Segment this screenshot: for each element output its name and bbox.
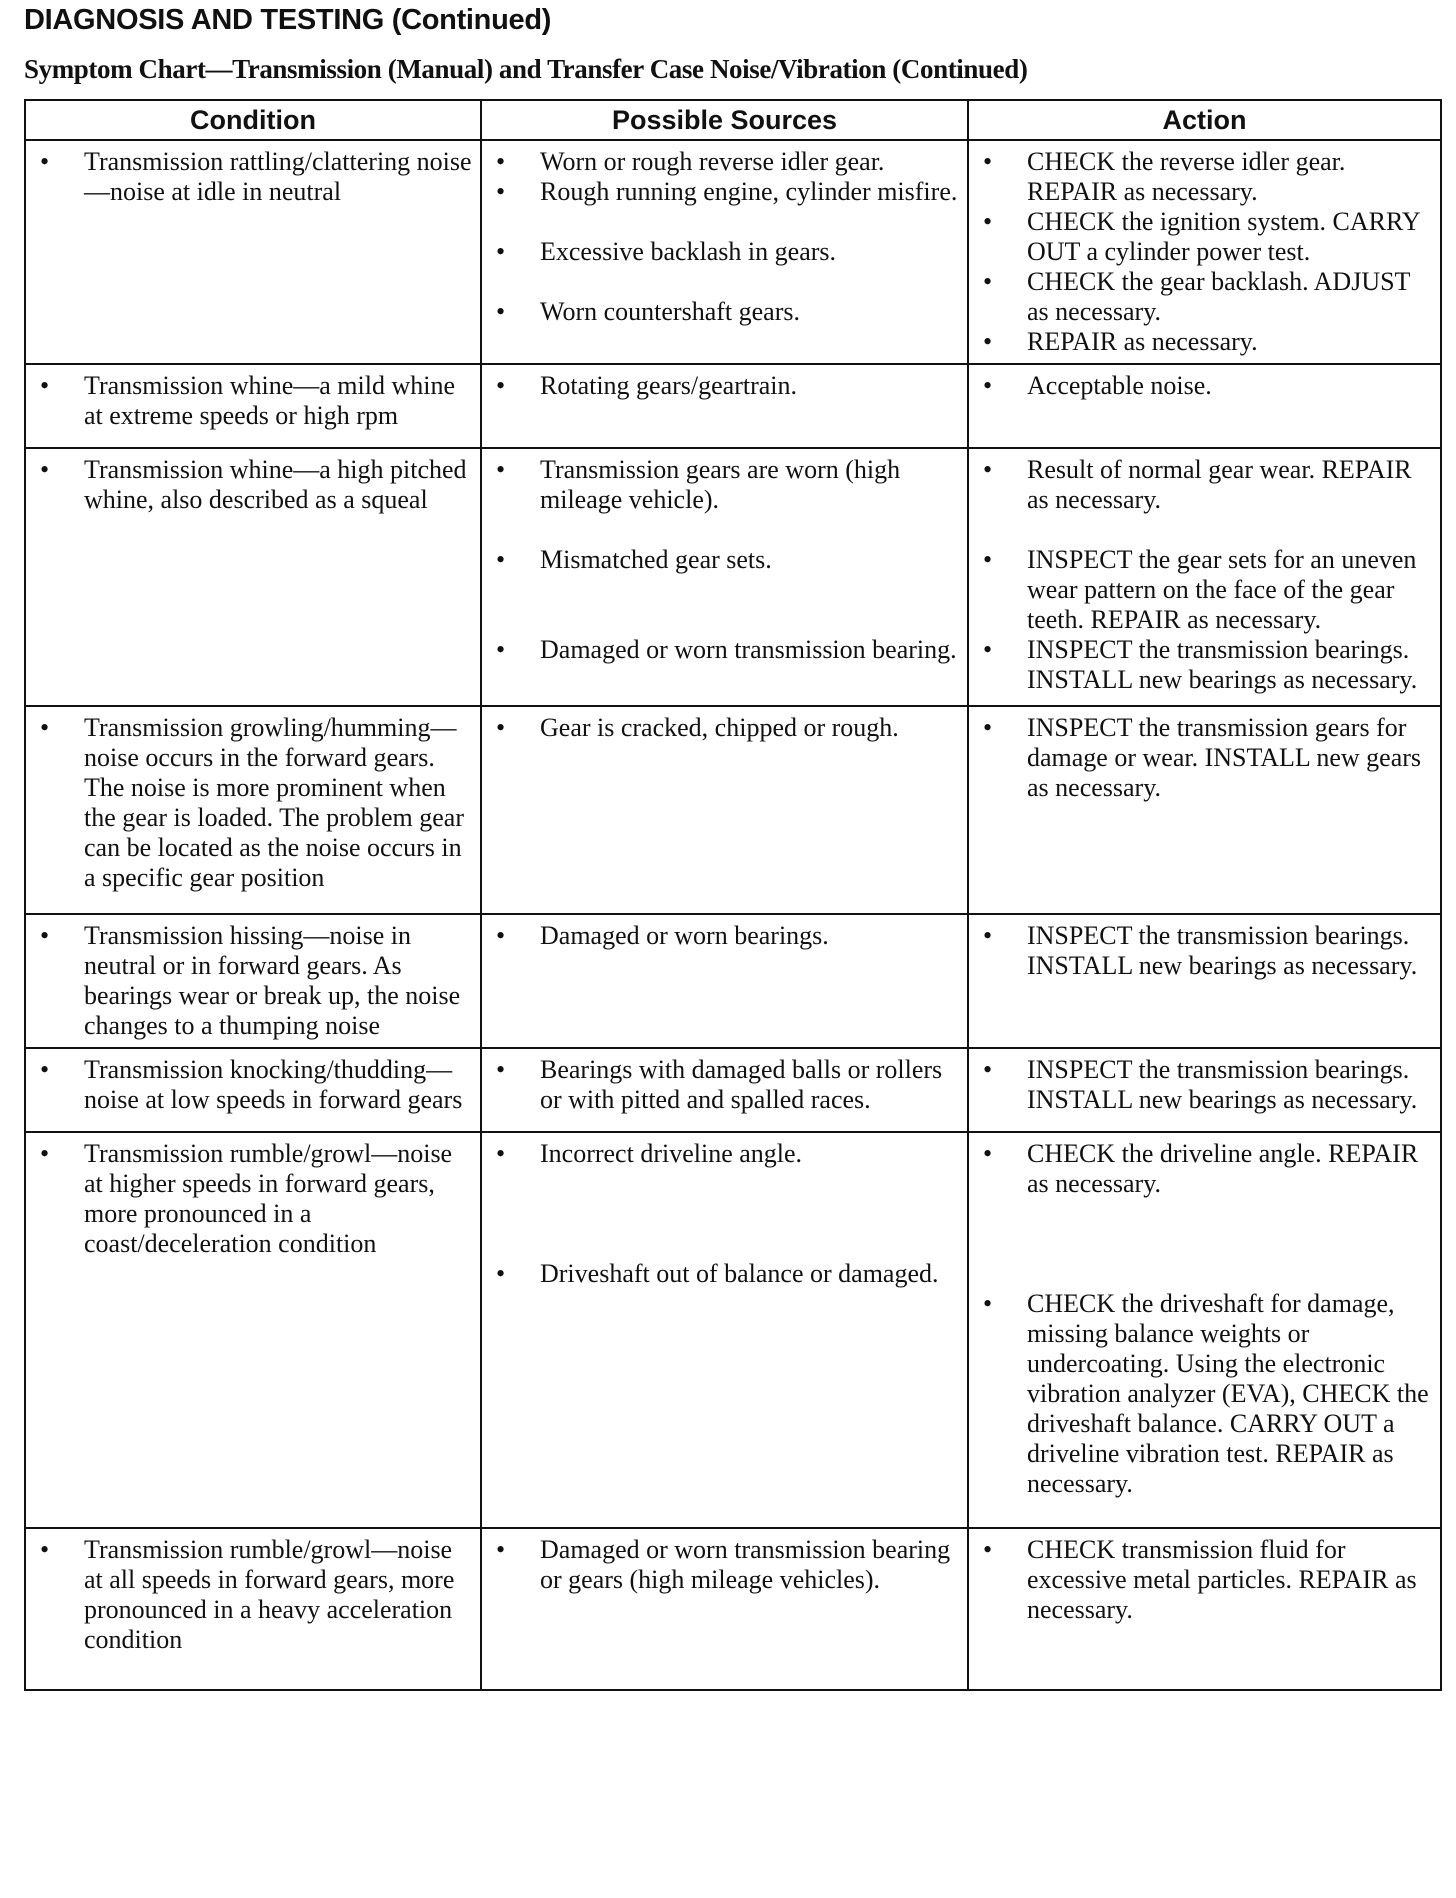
sources-cell	[481, 914, 968, 1048]
sources-cell	[481, 706, 968, 914]
action-item: • INSPECT the transmission bearings. INSTALL new bearings as necessary.	[975, 635, 1434, 695]
action-item: • INSPECT the gear sets for an uneven wear pattern on the face of the gear teeth. REPAIR as necessary.	[975, 545, 1434, 635]
source-item: • Bearings with damaged balls or rollers or with pitted and spalled races.	[488, 1055, 961, 1115]
action-cell	[968, 448, 1441, 706]
table-row	[25, 1132, 1441, 1528]
table-row	[25, 364, 1441, 448]
source-item: • Damaged or worn transmission bearing.	[488, 635, 961, 665]
source-item: • Mismatched gear sets.	[488, 545, 961, 575]
condition-item: • Transmission knocking/thudding—noise at low speeds in forward gears	[32, 1055, 474, 1115]
source-item: • Rotating gears/geartrain.	[488, 371, 961, 401]
source-item: • Incorrect driveline angle.	[488, 1139, 961, 1169]
source-item: • Damaged or worn transmission bearing or gears (high mileage vehicles).	[488, 1535, 961, 1595]
condition-item: • Transmission rumble/growl—noise at higher speeds in forward gears, more pronounced in a coast/deceleration condition	[32, 1139, 474, 1259]
source-item: • Gear is cracked, chipped or rough.	[488, 713, 961, 743]
source-item: • Worn or rough reverse idler gear.	[488, 147, 961, 177]
condition-item: • Transmission whine—a mild whine at extreme speeds or high rpm	[32, 371, 474, 431]
condition-item: • Transmission growling/humming—noise occurs in the forward gears. The noise is more prominent when the gear is loaded. The problem gear can be located as the noise occurs in a specific gear position	[32, 713, 474, 893]
action-item: • CHECK the reverse idler gear. REPAIR as necessary.	[975, 147, 1434, 207]
action-item: • INSPECT the transmission bearings. INSTALL new bearings as necessary.	[975, 921, 1434, 981]
condition-item: • Transmission hissing—noise in neutral or in forward gears. As bearings wear or break up, the noise changes to a thumping noise	[32, 921, 474, 1041]
condition-item: • Transmission whine—a high pitched whine, also described as a squeal	[32, 455, 474, 515]
condition-cell	[25, 448, 481, 706]
source-item: • Worn countershaft gears.	[488, 297, 961, 327]
sources-cell	[481, 1132, 968, 1528]
header-condition: Condition	[25, 100, 481, 140]
condition-cell	[25, 140, 481, 364]
header-action: Action	[968, 100, 1441, 140]
action-cell	[968, 1048, 1441, 1132]
action-cell	[968, 1528, 1441, 1690]
action-cell	[968, 140, 1441, 364]
action-item: • Acceptable noise.	[975, 371, 1434, 401]
condition-cell	[25, 706, 481, 914]
table-row	[25, 1528, 1441, 1690]
condition-cell	[25, 1528, 481, 1690]
action-cell	[968, 706, 1441, 914]
action-item: • CHECK the ignition system. CARRY OUT a cylinder power test.	[975, 207, 1434, 267]
table-row	[25, 448, 1441, 706]
action-item: • CHECK transmission fluid for excessive metal particles. REPAIR as necessary.	[975, 1535, 1434, 1625]
source-item: • Damaged or worn bearings.	[488, 921, 961, 951]
action-item: • CHECK the driveshaft for damage, missing balance weights or undercoating. Using the electronic vibration analyzer (EVA), CHECK the driveshaft balance. CARRY OUT a driveline vibration test. REPAIR as necessary.	[975, 1289, 1434, 1499]
sources-cell	[481, 364, 968, 448]
condition-cell	[25, 914, 481, 1048]
action-cell	[968, 364, 1441, 448]
action-item: • CHECK the driveline angle. REPAIR as necessary.	[975, 1139, 1434, 1199]
source-item: • Rough running engine, cylinder misfire.	[488, 177, 961, 207]
table-header-row	[25, 100, 1441, 140]
action-cell	[968, 1132, 1441, 1528]
action-item: • CHECK the gear backlash. ADJUST as necessary.	[975, 267, 1434, 327]
action-item: • INSPECT the transmission gears for damage or wear. INSTALL new gears as necessary.	[975, 713, 1434, 803]
action-cell	[968, 914, 1441, 1048]
table-row	[25, 140, 1441, 364]
condition-cell	[25, 1048, 481, 1132]
source-item: • Transmission gears are worn (high mileage vehicle).	[488, 455, 961, 515]
table-row	[25, 1048, 1441, 1132]
table-row	[25, 914, 1441, 1048]
sources-cell	[481, 140, 968, 364]
source-item: • Excessive backlash in gears.	[488, 237, 961, 267]
sources-cell	[481, 1048, 968, 1132]
sources-cell	[481, 448, 968, 706]
action-item: • INSPECT the transmission bearings. INSTALL new bearings as necessary.	[975, 1055, 1434, 1115]
source-item: • Driveshaft out of balance or damaged.	[488, 1259, 961, 1289]
condition-item: • Transmission rattling/clattering noise—noise at idle in neutral	[32, 147, 474, 207]
table-row	[25, 706, 1441, 914]
chart-title: Symptom Chart—Transmission (Manual) and Transfer Case Noise/Vibration (Continued)	[24, 54, 1028, 84]
condition-cell	[25, 364, 481, 448]
action-item: • REPAIR as necessary.	[975, 327, 1434, 357]
page-heading: DIAGNOSIS AND TESTING (Continued)	[24, 4, 552, 36]
condition-item: • Transmission rumble/growl—noise at all speeds in forward gears, more pronounced in a heavy acceleration condition	[32, 1535, 474, 1655]
sources-cell	[481, 1528, 968, 1690]
header-possible-sources: Possible Sources	[481, 100, 968, 140]
condition-cell	[25, 1132, 481, 1528]
action-item: • Result of normal gear wear. REPAIR as necessary.	[975, 455, 1434, 515]
symptom-table	[24, 99, 1442, 1691]
